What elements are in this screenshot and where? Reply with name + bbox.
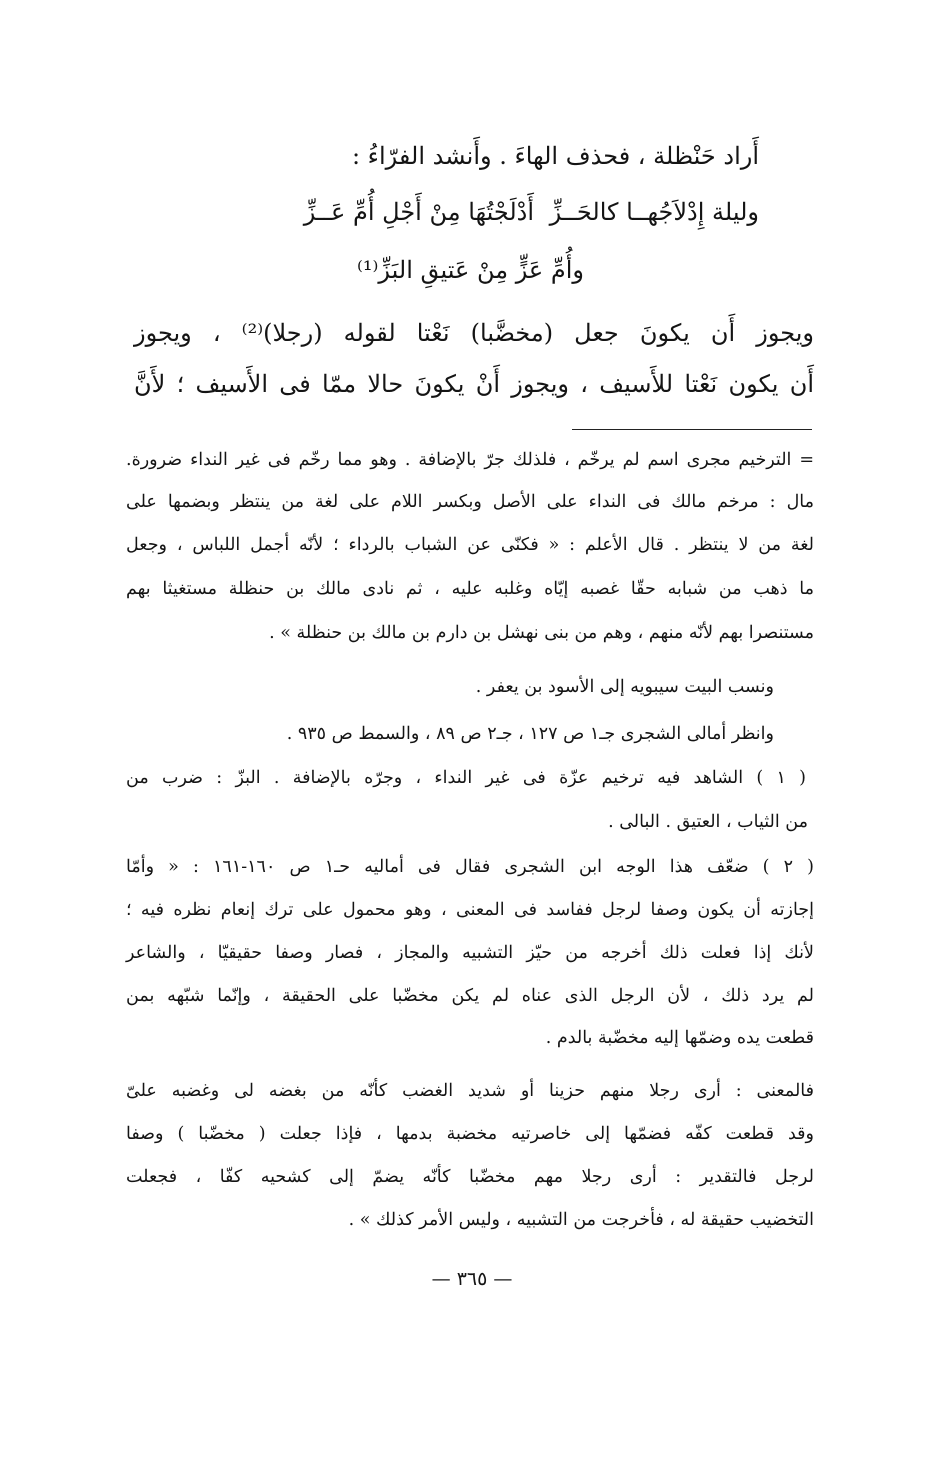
footnote-line-4: ما ذهب من شبابه حقّا غصبه إيّاه وغلبه عليه ، ثم نادى مالك بن حنظلة مستغيثا بهم <box>126 579 814 599</box>
footnote-2-line-1: ( ٢ ) ضعّف هذا الوجه ابن الشجرى فقال فى أماليه حـ١ ص ١٦٠-١٦١ : « وأمّا <box>126 857 815 877</box>
footnote-1-line-2: من الثياب ، العتيق . البالى . <box>608 812 808 832</box>
footnote-2-line-2: إجازته أن يكون وصفا لرجل ففاسد فى المعنى ، وهو محمول على ترك إنعام نظره فيه ؛ <box>126 900 814 920</box>
footnote-line-1: = الترخيم مجرى اسم لم يرخّم ، فلذلك جرّ بالإضافة . وهو مما رخّم فى غير النداء ضرورة. <box>126 450 814 470</box>
footnote-line-6: ونسب البيت سيبويه إلى الأسود بن يعفر . <box>475 677 774 697</box>
main-text-line-4: ويجوز أَن يكونَ جعل (مخضَّبا) نَعْتا لقوله (رجلا)⁽²⁾ ، ويجوز <box>134 319 814 347</box>
footnote-2-line-7: وقد قطعت كفّه فضمّها إلى خاصرتيه مخضبة بدمها ، فإذا جعلت ( مخضّبا ) وصفا <box>126 1124 814 1144</box>
footnote-line-2: مال : مرخم مالك فى النداء على الأصل وبكسر اللام على لغة من ينتظر وبضمها على <box>126 492 814 512</box>
page-number: — ٣٦٥ — <box>431 1268 513 1290</box>
main-text-line-1: أَراد حَنْظلة ، فحذف الهاءَ . وأَنشد الفرّاءُ : <box>351 142 759 170</box>
footnote-divider <box>572 429 812 430</box>
verse-2: وأُمِّ عَزٍّ مِنْ عَتيقِ البَزِّ⁽¹⁾ <box>356 256 584 284</box>
footnote-line-5: مستنصرا بهم لأنّه منهم ، وهم من بنى نهشل بن دارم بن مالك بن حنظلة » . <box>269 623 814 643</box>
footnote-1-line-1: ( ١ ) الشاهد فيه ترخيم عزّة فى غير النداء ، وجرّه بالإضافة . البزّ : ضرب من <box>126 768 806 788</box>
footnote-2-line-4: لم يرد ذلك ، لأن الرجل الذى عناه لم يكن مخضّبا على الحقيقة ، وإنّما شبّهه بمن <box>126 986 814 1006</box>
verse-1-first-hemistich: وليلة إِدْلاَجُهــا كالحَــزِّ <box>549 198 759 226</box>
footnote-2-line-5: قطعت يده وضمّها إليه مخضّبة بالدم . <box>545 1028 814 1048</box>
footnote-2-line-6: فالمعنى : أرى رجلا منهم حزينا أو شديد الغضب كأنّه من بغضه لى وغضبه علىّ <box>126 1081 814 1101</box>
footnote-2-line-3: لأنك إذا فعلت ذلك أخرجه من حيّز التشبيه والمجاز ، فصار وصفا حقيقيّا ، والشاعر <box>126 943 814 963</box>
footnote-2-line-9: التخضيب حقيقة له ، فأخرجت من التشبيه ، وليس الأمر كذلك » . <box>348 1210 814 1230</box>
main-text-line-5: أَن يكون نَعْتا للأَسيف ، ويجوز أَنْ يكونَ حالا ممّا فى الأَسيف ؛ لأَنَّ <box>134 370 814 398</box>
footnote-line-3: لغة من لا ينتظر . قال الأعلم : « فكنّى عن الشباب بالرداء ؛ لأنّه أجمل اللباس ، وجعل <box>126 535 814 555</box>
footnote-line-7: وانظر أمالى الشجرى جـ١ ص ١٢٧ ، جـ٢ ص ٨٩ ، والسمط ص ٩٣٥ . <box>286 724 774 744</box>
footnote-2-line-8: لرجل فالتقدير : أرى رجلا مهم مخضّبا كأنّه يضمّ إلى كشحيه كفّا ، فجعلت <box>126 1167 814 1187</box>
verse-1-second-hemistich: أَدْلَجْتُهَا مِنْ أَجْلِ أُمِّ عَــزِّ <box>303 198 534 226</box>
